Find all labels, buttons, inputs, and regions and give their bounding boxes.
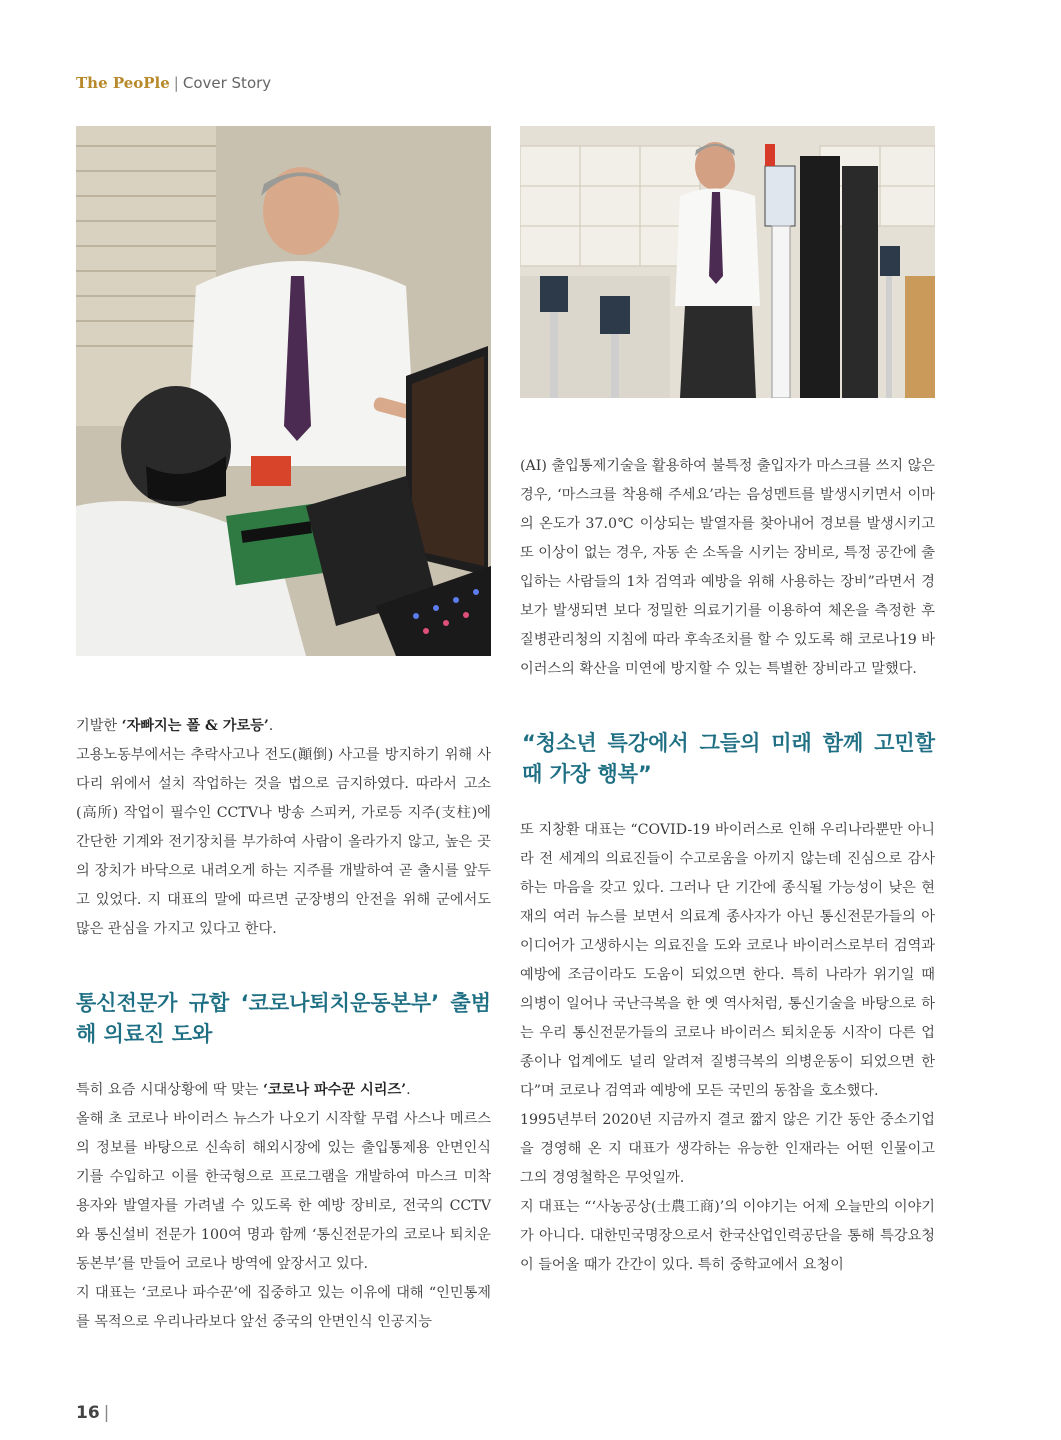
section-title: Cover Story — [182, 74, 272, 92]
lead-line — [76, 1076, 491, 1105]
lead-suffix: . — [268, 718, 274, 734]
lead-prefix: 특히 요즘 시대상황에 딱 맞는 — [76, 1082, 264, 1098]
page-footer — [76, 1403, 109, 1423]
lead-suffix: . — [406, 1082, 411, 1098]
left-column — [76, 712, 491, 1337]
lead-highlight: ‘자빠지는 폴 & 가로등’ — [121, 718, 269, 734]
lead-highlight: ‘코로나 파수꾼 시리즈’ — [263, 1082, 407, 1098]
photo-workbench — [76, 126, 491, 656]
paragraph: 1995년부터 2020년 지금까지 결코 짧지 않은 기간 동안 중소기업을 경영해 온 지 대표가 생각하는 유능한 인재라는 어떤 인물이고 그의 경영철학은 무엇일까. — [520, 1112, 935, 1186]
subheading: 통신전문가 규합 ‘코로나퇴치운동본부’ 출범해 의료진 도와 — [76, 991, 491, 1046]
paragraph: (AI) 출입통제기술을 활용하여 불특정 출입자가 마스크를 쓰지 않은 경우, ‘마스크를 착용해 주세요’라는 음성멘트를 발생시키면서 이마의 온도가 37.0℃ 이상되는 발열자를 찾아내어 경보를 발생시키고 또 이상이 없는 경우, 자동 손 소독을 시키는 장비로, 특정 공간에 출입하는 사람들의 1차 검역과 예방을 위해 사용하는 장비”라면서 경보가 발생되면 보다 정밀한 의료기기를 이용하여 체온을 측정한 후 질병관리청의 지침에 따라 후속조치를 할 수 있도록 해 코로나19 바이러스의 확산을 미연에 방지할 수 있는 특별한 장비라고 말했다. — [520, 458, 935, 677]
paragraph: 올해 초 코로나 바이러스 뉴스가 나오기 시작할 무렵 사스나 메르스의 정보를 바탕으로 신속히 해외시장에 있는 출입통제용 안면인식기를 수입하고 이를 한국형으로 프로그램을 개발하여 마스크 미착용자와 발열자를 가려낼 수 있도록 한 예방 장비로, 전국의 CCTV와 통신설비 전문가 100여 명과 함께 ‘통신전문가의 코로나 퇴치운동본부’를 만들어 코로나 방역에 앞장서고 있다. — [76, 1111, 491, 1272]
page-header — [76, 74, 271, 92]
lead-prefix: 기발한 — [76, 718, 122, 734]
photo-kiosks-illustration — [520, 126, 935, 398]
paragraph: 지 대표는 “‘사농공상(士農工商)’의 이야기는 어제 오늘만의 이야기가 아니다. 대한민국명장으로서 한국산업인력공단을 통해 특강요청이 들어올 때가 간간이 있다. 특히 중학교에서 요청이 — [520, 1199, 935, 1273]
paragraph: 또 지창환 대표는 “COVID-19 바이러스로 인해 우리나라뿐만 아니라 전 세계의 의료진들이 수고로움을 아끼지 않는데 진심으로 감사하는 마음을 갖고 있다. 그러나 단 기간에 종식될 가능성이 낮은 현재의 여러 뉴스를 보면서 의료계 종사자가 아닌 통신전문가들의 아이디어가 고생하시는 의료진을 도와 코로나 바이러스로부터 검역과 예방에 조금이라도 도움이 되었으면 한다. 특히 나라가 위기일 때 의병이 일어나 국난극복을 한 옛 역사처럼, 통신기술을 바탕으로 하는 우리 통신전문가들의 코로나 바이러스 퇴치운동 시작이 다른 업종이나 업계에도 널리 알려져 질병극복의 의병운동이 되었으면 한다”며 코로나 검역과 예방에 모든 국민의 동참을 호소했다. — [520, 822, 935, 1099]
paragraph: 고용노동부에서는 추락사고나 전도(顚倒) 사고를 방지하기 위해 사다리 위에서 설치 작업하는 것을 법으로 금지하였다. 따라서 고소(高所) 작업이 필수인 CCTV나 방송 스피커, 가로등 지주(支柱)에 간단한 기계와 전기장치를 부가하여 사람이 올라가지 않고, 높은 곳의 장치가 바닥으로 내려오게 하는 지주를 개발하여 곧 출시를 앞두고 있었다. 지 대표의 말에 따르면 군장병의 안전을 위해 군에서도 많은 관심을 가지고 있다고 한다. — [76, 747, 491, 937]
paragraph: 지 대표는 ‘코로나 파수꾼’에 집중하고 있는 이유에 대해 “인민통제를 목적으로 우리나라보다 앞선 중국의 안면인식 인공지능 — [76, 1285, 491, 1330]
subheading: “청소년 특강에서 그들의 미래 함께 고민할 때 가장 행복” — [522, 731, 935, 786]
footer-separator: | — [103, 1403, 110, 1423]
magazine-brand: The PeoPle — [76, 74, 170, 92]
right-column — [520, 452, 935, 1280]
lead-line — [76, 712, 491, 741]
header-separator: | — [173, 74, 179, 92]
photo-kiosks — [520, 126, 935, 398]
photo-workbench-illustration — [76, 126, 491, 656]
page-number: 16 — [76, 1403, 100, 1423]
